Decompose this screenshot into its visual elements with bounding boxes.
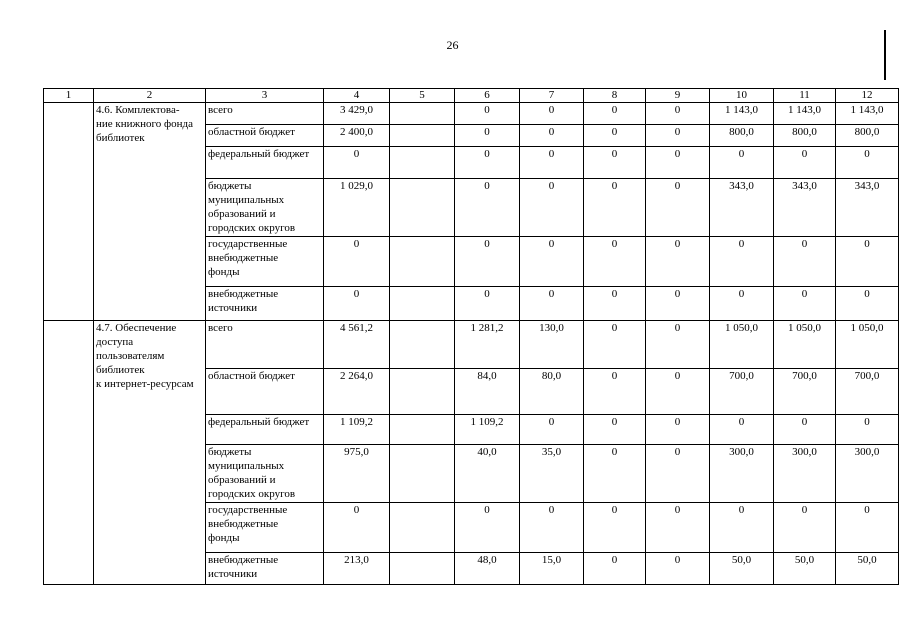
value-cell	[390, 503, 455, 553]
value-cell: 35,0	[520, 445, 584, 503]
value-cell: 300,0	[836, 445, 899, 503]
value-cell: 80,0	[520, 369, 584, 415]
column-header: 4	[324, 89, 390, 103]
value-cell: 0	[584, 125, 646, 147]
value-cell: 0	[646, 287, 710, 321]
column-header: 6	[455, 89, 520, 103]
funding-source: бюджеты муниципальных образований и городских округов	[206, 179, 324, 237]
funding-source: всего	[206, 321, 324, 369]
value-cell: 0	[646, 445, 710, 503]
value-cell: 700,0	[836, 369, 899, 415]
value-cell: 0	[520, 415, 584, 445]
value-cell: 0	[836, 287, 899, 321]
value-cell: 0	[324, 237, 390, 287]
value-cell: 0	[520, 237, 584, 287]
value-cell: 1 050,0	[710, 321, 774, 369]
column-header: 11	[774, 89, 836, 103]
value-cell: 213,0	[324, 553, 390, 585]
value-cell: 0	[836, 503, 899, 553]
value-cell: 0	[584, 237, 646, 287]
value-cell: 0	[584, 445, 646, 503]
column-header: 5	[390, 89, 455, 103]
value-cell: 1 050,0	[836, 321, 899, 369]
value-cell: 0	[455, 237, 520, 287]
value-cell: 4 561,2	[324, 321, 390, 369]
column-header: 2	[94, 89, 206, 103]
value-cell: 0	[584, 369, 646, 415]
funding-source: внебюджетные источники	[206, 553, 324, 585]
value-cell: 0	[774, 415, 836, 445]
value-cell: 0	[584, 553, 646, 585]
value-cell: 0	[584, 503, 646, 553]
value-cell: 0	[584, 147, 646, 179]
value-cell: 3 429,0	[324, 103, 390, 125]
header-row	[44, 89, 899, 103]
value-cell: 0	[646, 503, 710, 553]
value-cell	[390, 445, 455, 503]
value-cell: 50,0	[774, 553, 836, 585]
value-cell: 1 029,0	[324, 179, 390, 237]
value-cell	[390, 147, 455, 179]
value-cell	[390, 179, 455, 237]
value-cell: 800,0	[836, 125, 899, 147]
column-header: 8	[584, 89, 646, 103]
value-cell: 2 400,0	[324, 125, 390, 147]
funding-source: федеральный бюджет	[206, 415, 324, 445]
value-cell: 2 264,0	[324, 369, 390, 415]
value-cell: 0	[324, 147, 390, 179]
value-cell: 0	[646, 147, 710, 179]
value-cell: 0	[520, 179, 584, 237]
value-cell: 0	[646, 103, 710, 125]
value-cell: 1 281,2	[455, 321, 520, 369]
funding-source: областной бюджет	[206, 369, 324, 415]
section-title: 4.7. Обеспечение доступа пользователям библиотек к интернет-ресурсам	[94, 321, 206, 585]
column-header: 12	[836, 89, 899, 103]
value-cell: 0	[646, 237, 710, 287]
value-cell: 0	[646, 369, 710, 415]
column-header: 10	[710, 89, 774, 103]
column-header: 3	[206, 89, 324, 103]
value-cell: 800,0	[774, 125, 836, 147]
value-cell: 0	[584, 321, 646, 369]
value-cell: 1 143,0	[710, 103, 774, 125]
page-number: 26	[446, 38, 459, 52]
value-cell	[390, 125, 455, 147]
funding-source: бюджеты муниципальных образований и городских округов	[206, 445, 324, 503]
value-cell: 0	[520, 147, 584, 179]
value-cell	[390, 369, 455, 415]
value-cell: 0	[646, 125, 710, 147]
funding-source: областной бюджет	[206, 125, 324, 147]
value-cell: 1 109,2	[324, 415, 390, 445]
value-cell: 0	[584, 415, 646, 445]
value-cell: 0	[520, 287, 584, 321]
column-header: 7	[520, 89, 584, 103]
value-cell: 0	[646, 179, 710, 237]
scan-edge-line	[884, 30, 886, 80]
value-cell: 0	[455, 503, 520, 553]
value-cell	[390, 103, 455, 125]
value-cell: 0	[774, 503, 836, 553]
row-number-cell	[44, 103, 94, 321]
value-cell: 0	[646, 553, 710, 585]
section-title: 4.6. Комплектова- ние книжного фонда библиотек	[94, 103, 206, 321]
value-cell	[390, 321, 455, 369]
value-cell: 0	[710, 287, 774, 321]
value-cell: 975,0	[324, 445, 390, 503]
value-cell: 0	[710, 415, 774, 445]
table-row	[44, 103, 899, 125]
value-cell: 0	[646, 321, 710, 369]
value-cell: 343,0	[710, 179, 774, 237]
funding-source: государственные внебюджетные фонды	[206, 503, 324, 553]
column-header: 1	[44, 89, 94, 103]
value-cell: 1 143,0	[836, 103, 899, 125]
budget-table	[43, 88, 899, 585]
value-cell: 0	[584, 103, 646, 125]
value-cell: 300,0	[710, 445, 774, 503]
value-cell: 300,0	[774, 445, 836, 503]
value-cell: 0	[520, 125, 584, 147]
value-cell: 40,0	[455, 445, 520, 503]
value-cell: 0	[455, 147, 520, 179]
value-cell: 0	[520, 103, 584, 125]
table-row	[44, 321, 899, 369]
value-cell: 50,0	[836, 553, 899, 585]
value-cell: 0	[710, 503, 774, 553]
value-cell: 700,0	[710, 369, 774, 415]
value-cell: 1 109,2	[455, 415, 520, 445]
value-cell: 0	[836, 147, 899, 179]
value-cell: 0	[710, 237, 774, 287]
value-cell: 15,0	[520, 553, 584, 585]
funding-source: федеральный бюджет	[206, 147, 324, 179]
value-cell: 0	[584, 179, 646, 237]
value-cell	[390, 415, 455, 445]
value-cell: 0	[774, 147, 836, 179]
value-cell: 0	[455, 125, 520, 147]
value-cell: 84,0	[455, 369, 520, 415]
value-cell	[390, 287, 455, 321]
value-cell: 50,0	[710, 553, 774, 585]
value-cell: 1 050,0	[774, 321, 836, 369]
funding-source: внебюджетные источники	[206, 287, 324, 321]
value-cell: 1 143,0	[774, 103, 836, 125]
value-cell: 0	[455, 287, 520, 321]
row-number-cell	[44, 321, 94, 585]
value-cell: 0	[774, 287, 836, 321]
value-cell: 0	[646, 415, 710, 445]
value-cell	[390, 553, 455, 585]
value-cell: 800,0	[710, 125, 774, 147]
value-cell: 0	[324, 287, 390, 321]
value-cell: 700,0	[774, 369, 836, 415]
value-cell: 0	[836, 237, 899, 287]
value-cell: 0	[455, 179, 520, 237]
value-cell: 0	[455, 103, 520, 125]
value-cell: 0	[774, 237, 836, 287]
value-cell: 0	[710, 147, 774, 179]
value-cell: 343,0	[774, 179, 836, 237]
funding-source: государственные внебюджетные фонды	[206, 237, 324, 287]
value-cell: 0	[584, 287, 646, 321]
funding-source: всего	[206, 103, 324, 125]
value-cell: 0	[836, 415, 899, 445]
value-cell: 0	[520, 503, 584, 553]
value-cell: 343,0	[836, 179, 899, 237]
value-cell: 130,0	[520, 321, 584, 369]
value-cell: 48,0	[455, 553, 520, 585]
value-cell: 0	[324, 503, 390, 553]
column-header: 9	[646, 89, 710, 103]
value-cell	[390, 237, 455, 287]
